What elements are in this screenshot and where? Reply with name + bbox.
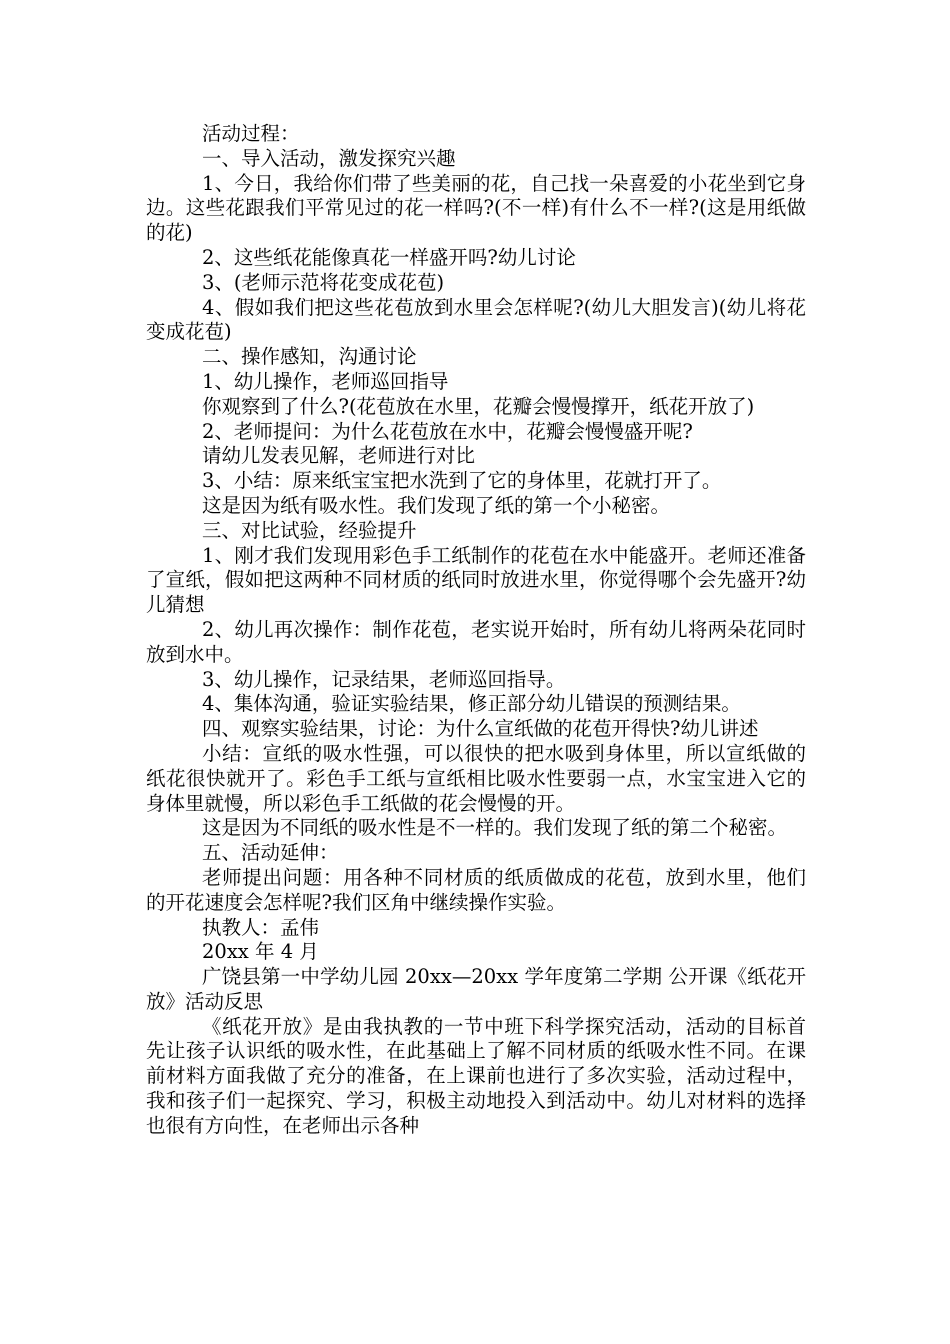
paragraph-reflection-title: 广饶县第一中学幼儿园 20xx—20xx 学年度第二学期 公开课《纸花开放》活动反思 [146,965,806,1013]
paragraph: 小结：宣纸的吸水性强，可以很快的把水吸到身体里，所以宣纸做的纸花很快就开了。彩色手工纸与宣纸相比吸水性要弱一点，水宝宝进入它的身体里就慢，所以彩色手工纸做的花会慢慢的开。 [146,741,806,815]
paragraph-activity-process-heading: 活动过程： [202,122,300,145]
paragraph: 2、老师提问：为什么花苞放在水中，花瓣会慢慢盛开呢? [202,419,693,443]
document-body [146,122,806,1139]
paragraph: 这是因为纸有吸水性。我们发现了纸的第一个小秘密。 [202,493,671,517]
paragraph: 《纸花开放》是由我执教的一节中班下科学探究活动，活动的目标首先让孩子认识纸的吸水性，在此基础上了解不同材质的纸吸水性不同。在课前材料方面我做了充分的准备，在上课前也进行了多次实验，活动过程中，我和孩子们一起探究、学习，积极主动地投入到活动中。幼儿对材料的选择也很有方向性，在老师出示各种 [146,1014,806,1137]
paragraph: 2、这些纸花能像真花一样盛开吗?幼儿讨论 [202,245,576,269]
paragraph-section-five-heading: 五、活动延伸： [202,841,339,865]
paragraph-instructor: 执教人：孟伟 [202,915,320,939]
paragraph: 请幼儿发表见解，老师进行对比 [202,444,476,468]
paragraph: 你观察到了什么?(花苞放在水里，花瓣会慢慢撑开，纸花开放了) [202,394,755,418]
paragraph: 4、假如我们把这些花苞放到水里会怎样呢?(幼儿大胆发言)(幼儿将花变成花苞) [146,295,806,344]
paragraph-date: 20xx 年 4 月 [202,940,319,964]
paragraph-section-three-heading: 三、对比试验，经验提升 [202,518,417,542]
paragraph-section-two-heading: 二、操作感知，沟通讨论 [202,345,417,369]
paragraph: 3、小结：原来纸宝宝把水洗到了它的身体里，花就打开了。 [202,469,722,493]
paragraph: 3、幼儿操作，记录结果，老师巡回指导。 [202,667,566,691]
paragraph: 2、幼儿再次操作：制作花苞，老实说开始时，所有幼儿将两朵花同时放到水中。 [146,617,806,666]
paragraph: 1、刚才我们发现用彩色手工纸制作的花苞在水中能盛开。老师还准备了宣纸，假如把这两种不同材质的纸同时放进水里，你觉得哪个会先盛开?幼儿猜想 [146,543,806,617]
paragraph-section-four-heading: 四、观察实验结果，讨论：为什么宣纸做的花苞开得快?幼儿讲述 [202,717,759,741]
paragraph: 老师提出问题：用各种不同材质的纸质做成的花苞，放到水里，他们的开花速度会怎样呢?我们区角中继续操作实验。 [146,865,806,914]
paragraph: 1、今日，我给你们带了些美丽的花，自己找一朵喜爱的小花坐到它身边。这些花跟我们平常见过的花一样吗?(不一样)有什么不一样?(这是用纸做的花) [146,171,806,245]
paragraph-section-one-heading: 一、导入活动，激发探究兴趣 [202,146,456,170]
paragraph: 3、(老师示范将花变成花苞) [202,270,445,294]
paragraph: 1、幼儿操作，老师巡回指导 [202,369,449,393]
paragraph: 4、集体沟通，验证实验结果，修正部分幼儿错误的预测结果。 [202,692,741,716]
paragraph: 这是因为不同纸的吸水性是不一样的。我们发现了纸的第二个秘密。 [202,816,788,840]
